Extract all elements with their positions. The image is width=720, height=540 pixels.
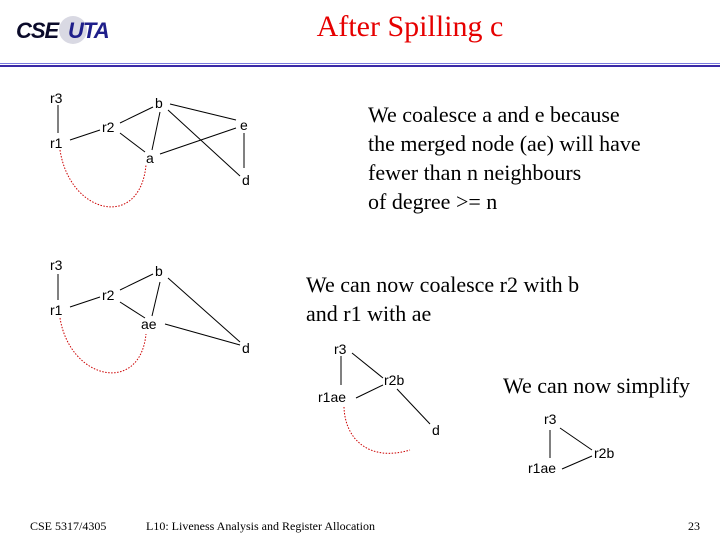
g1-edge-b-a — [152, 112, 160, 150]
g4-edge-r1ae-r2b — [562, 456, 592, 469]
g3-edge-r2b-d — [397, 389, 430, 424]
g3-node-r3: r3 — [334, 341, 347, 357]
g3-edge-r3-r2b — [352, 353, 383, 378]
graph3-edges — [341, 353, 430, 453]
g2-node-r1: r1 — [50, 302, 63, 318]
g2-edge-ae-d — [165, 324, 240, 345]
g2-node-r3: r3 — [50, 257, 63, 273]
g1-node-r3: r3 — [50, 90, 63, 106]
g1-node-d: d — [242, 172, 250, 188]
g2-edge-b-ae — [152, 282, 160, 316]
g1-edge-b-e — [170, 104, 236, 120]
g1-move-r1-a — [60, 150, 146, 207]
g2-node-r2: r2 — [102, 287, 115, 303]
g1-edge-r1-r2 — [70, 130, 100, 140]
g2-edge-r1-r2 — [70, 297, 100, 307]
footer-lecture: L10: Liveness Analysis and Register Allocation — [146, 519, 375, 533]
g2-node-d: d — [242, 340, 250, 356]
g4-node-r3: r3 — [544, 411, 557, 427]
g1-node-a: a — [146, 150, 154, 166]
footer-course: CSE 5317/4305 — [30, 519, 107, 533]
note-coalesce-a-e — [368, 100, 641, 216]
note-simplify: We can now simplify — [503, 373, 691, 398]
note1-line1: We coalesce a and e because — [368, 102, 620, 127]
g1-node-r2: r2 — [102, 119, 115, 135]
note1-line4: of degree >= n — [368, 189, 498, 214]
g2-edge-r2-b — [120, 274, 153, 290]
g2-move-r1-ae — [60, 318, 146, 373]
logo-cse-text: CSE — [16, 18, 59, 43]
graph4-edges — [550, 428, 592, 469]
note2-line1: We can now coalesce r2 with b — [306, 272, 580, 297]
g4-edge-r3-r2b — [560, 428, 592, 450]
g1-edge-b-d — [168, 110, 240, 176]
g1-node-b: b — [155, 95, 163, 111]
g3-node-r2b: r2b — [384, 372, 405, 388]
g2-node-ae: ae — [141, 316, 157, 332]
g1-edge-r2-a — [120, 133, 145, 152]
g4-node-r2b: r2b — [594, 445, 615, 461]
g2-node-b: b — [155, 263, 163, 279]
slide-title: After Spilling c — [316, 10, 504, 43]
note1-line3: fewer than n neighbours — [368, 160, 582, 185]
g2-edge-b-d — [168, 278, 240, 342]
footer-page-number: 23 — [688, 519, 700, 533]
note-coalesce-r2-b — [306, 270, 579, 328]
g1-node-e: e — [240, 117, 248, 133]
g3-edge-r1ae-r2b — [356, 385, 383, 398]
g1-node-r1: r1 — [50, 135, 63, 151]
note1-line2: the merged node (ae) will have — [368, 131, 641, 156]
g1-edge-r2-b — [120, 107, 153, 123]
g3-node-d: d — [432, 422, 440, 438]
g4-node-r1ae: r1ae — [528, 460, 557, 476]
logo-uta-text: UTA — [68, 18, 109, 43]
note2-line2: and r1 with ae — [306, 301, 432, 326]
g3-move-r1ae — [344, 407, 410, 453]
g3-node-r1ae: r1ae — [318, 389, 347, 405]
g1-edge-a-e — [160, 128, 236, 154]
